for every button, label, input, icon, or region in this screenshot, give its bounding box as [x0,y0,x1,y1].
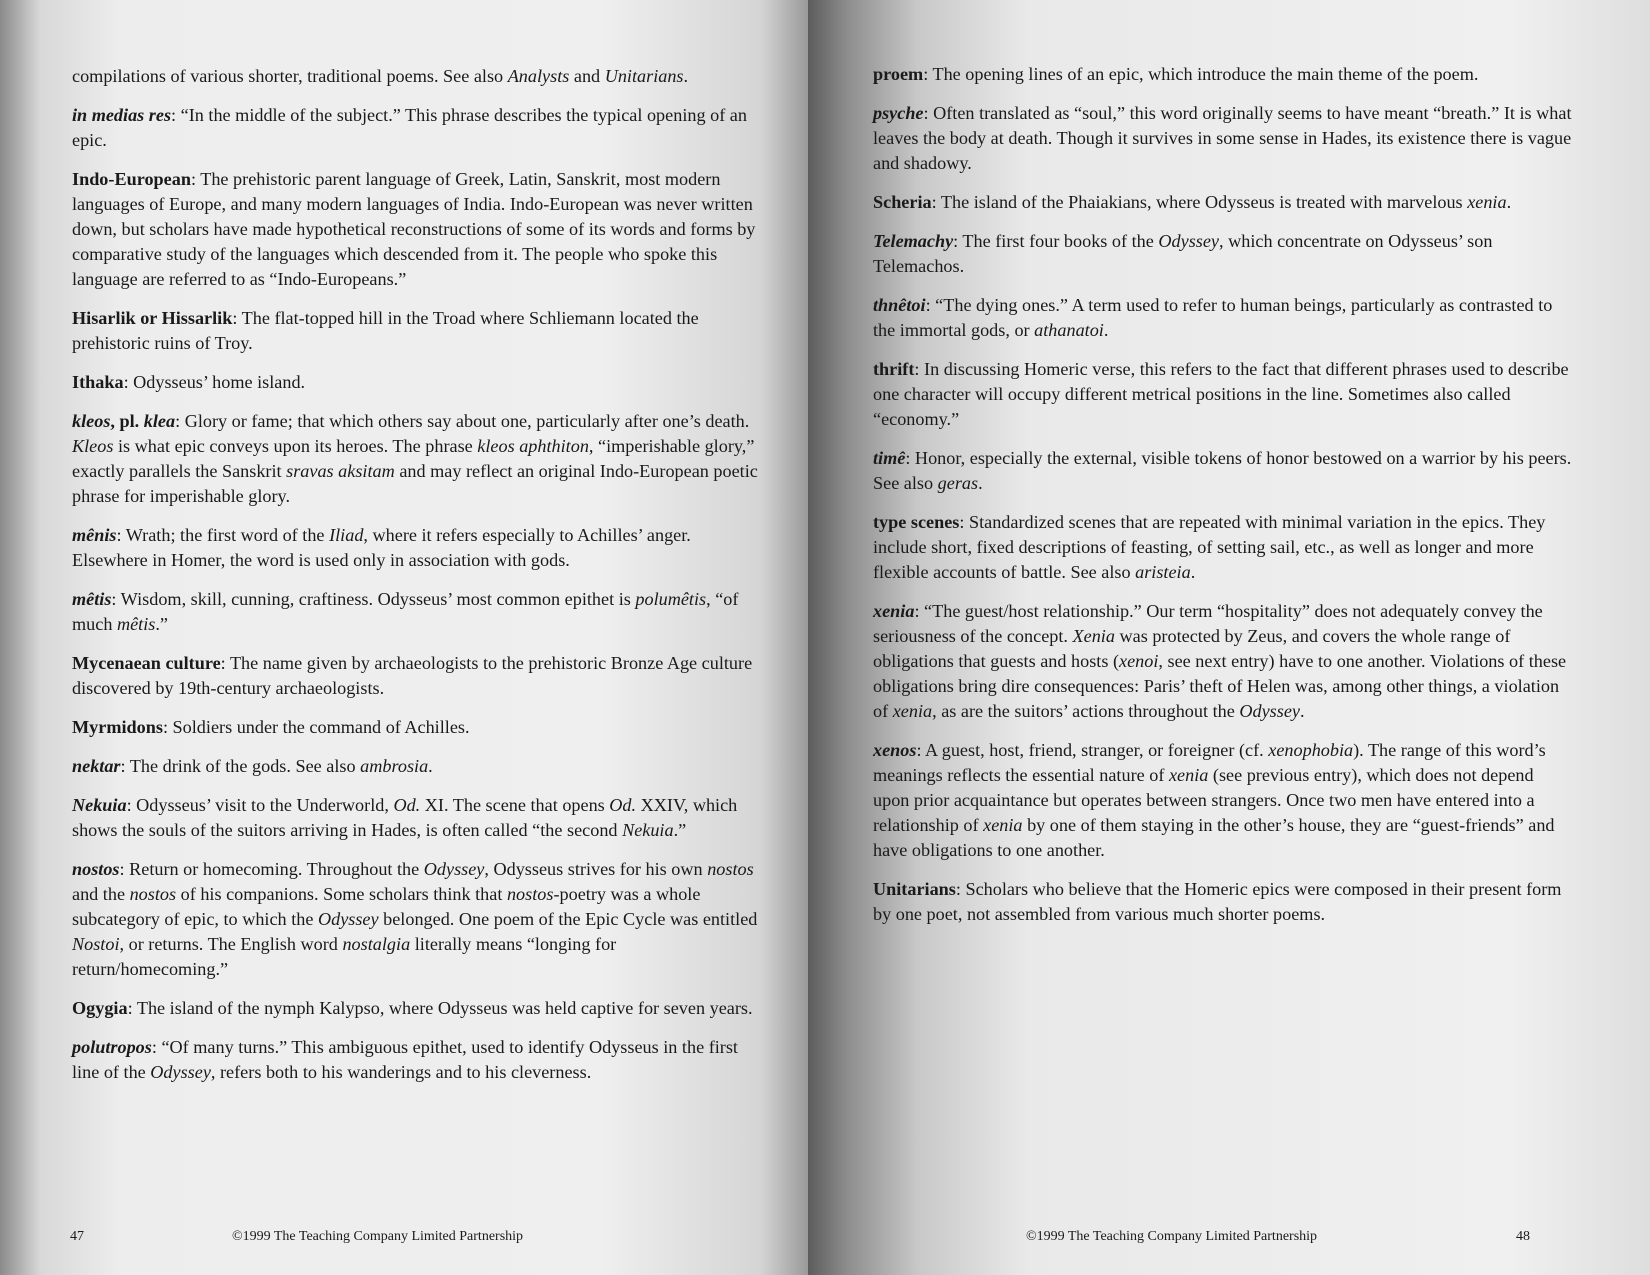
glossary-term: nostos [72,859,120,879]
glossary-entry [873,293,1573,343]
glossary-text: -poetry was a whole subcategory of epic, to which the [72,884,701,929]
glossary-text: Odyssey [1239,701,1300,721]
glossary-text: : The flat-topped hill in the Troad where Schliemann located the prehistoric ruins of Troy. [72,308,699,353]
glossary-term: timê [873,448,906,468]
glossary-text: , where it refers especially to Achilles’ anger. Elsewhere in Homer, the word is used only in association with gods. [72,525,691,570]
glossary-text: : “In the middle of the subject.” This phrase describes the typical opening of an epic. [72,105,747,150]
glossary-text: , “imperishable glory,” exactly parallels the Sanskrit [72,436,755,481]
glossary-text: Od. [393,795,421,815]
glossary-text: : Wrath; the first word of the [116,525,330,545]
glossary-text: : A guest, host, friend, stranger, or foreigner (cf. [916,740,1269,760]
glossary-text: .” [155,614,168,634]
glossary-text: , which concentrate on Odysseus’ son Telemachos. [873,231,1493,276]
glossary-text: (see previous entry), which does not depend upon prior acquaintance but operates between strangers. Once two men have entered into a relationship of [873,765,1535,835]
glossary-term: Indo-European [72,169,191,189]
glossary-text: compilations of various shorter, traditional poems. See also [72,66,508,86]
glossary-term: thnêtoi [873,295,926,315]
glossary-text: and [569,66,605,86]
glossary-text: XI. The scene that opens [420,795,610,815]
glossary-text: Odyssey [150,1062,211,1082]
glossary-text: .” [673,820,687,840]
glossary-text: : The island of the nymph Kalypso, where Odysseus was held captive for seven years. [127,998,753,1018]
page-number-right: 48 [1516,1229,1530,1244]
glossary-term: Nekuia [72,795,127,815]
glossary-text: : The first four books of the [953,231,1159,251]
glossary-text: : Odysseus’ home island. [123,372,306,392]
glossary-term: Scheria [873,192,932,212]
glossary-term: Ogygia [72,998,128,1018]
glossary-text: Od. [609,795,637,815]
left-glossary [72,64,762,1099]
glossary-term: psyche [873,103,924,123]
glossary-entry [72,793,762,843]
glossary-entry [72,587,762,637]
glossary-term: polutropos [72,1037,152,1057]
glossary-text: , as are the suitors’ actions throughout the [932,701,1240,721]
glossary-term: proem [873,64,924,84]
glossary-text: sravas aksitam [286,461,395,481]
glossary-text: nostos [129,884,177,904]
glossary-text: : In discussing Homeric verse, this refers to the fact that different phrases used to describe one character will occupy different metrical positions in the line. Sometimes also called “economy.” [873,359,1569,429]
glossary-entry [873,510,1573,585]
glossary-text: , “of much [72,589,739,634]
glossary-text: Kleos [72,436,114,456]
glossary-text: , see next entry) have to one another. Violations of these obligations bring dire consequences: Paris’ theft of Helen was, among other things, a violation of [873,651,1567,721]
glossary-term: klea [143,411,176,431]
glossary-term: thrift [873,359,915,379]
glossary-text: nostos [707,859,754,879]
glossary-term: Hisarlik or Hissarlik [72,308,233,328]
glossary-entry [72,1035,762,1085]
glossary-text: Odyssey [423,859,485,879]
copyright-right: ©1999 The Teaching Company Limited Partnership [1026,1229,1318,1244]
glossary-text: by one of them staying in the other’s house, they are “guest-friends” and have obligations to one another. [873,815,1555,860]
glossary-text: : Soldiers under the command of Achilles. [162,717,470,737]
glossary-term: xenia [873,601,915,621]
glossary-text: ambrosia [360,756,429,776]
glossary-text: xenia [892,701,933,721]
glossary-text: : The prehistoric parent language of Greek, Latin, Sanskrit, most modern languages of Europe, and many modern languages of India. Indo-European was never written down, but scholars have made hypothetical reconstructions of some of its words and forms by comparative study of the languages which descended from it. The people who spoke this language are referred to as “Indo-Europeans.” [72,169,756,289]
glossary-term: xenos [873,740,917,760]
glossary-text: mêtis [116,614,156,634]
glossary-text: geras [937,473,979,493]
glossary-entry [72,103,762,153]
glossary-text: , refers both to his wanderings and to his cleverness. [210,1062,592,1082]
glossary-entry [873,190,1573,215]
glossary-entry [72,409,762,509]
glossary-term: type scenes [873,512,960,532]
glossary-text: . [1506,192,1512,212]
glossary-text: xenoi [1119,651,1159,671]
glossary-term: mêtis [72,589,112,609]
glossary-text: Odyssey [1158,231,1219,251]
glossary-entry [72,167,762,292]
glossary-text: athanatoi [1034,320,1104,340]
glossary-term: mênis [72,525,117,545]
glossary-text: : The opening lines of an epic, which introduce the main theme of the poem. [923,64,1479,84]
glossary-text: : Standardized scenes that are repeated with minimal variation in the epics. They include short, fixed descriptions of feasting, of setting sail, etc., as well as longer and more flexible accounts of battle. See also [873,512,1546,582]
copyright-left: ©1999 The Teaching Company Limited Partnership [232,1229,524,1244]
glossary-term: nektar [72,756,121,776]
glossary-text: : “Of many turns.” This ambiguous epithet, used to identify Odysseus in the first line of the [72,1037,738,1082]
page-number-left: 47 [70,1229,84,1244]
glossary-text: : The island of the Phaiakians, where Odysseus is treated with marvelous [931,192,1468,212]
glossary-term: Ithaka [72,372,124,392]
glossary-text: xenophobia [1268,740,1354,760]
glossary-term: in medias res [72,105,172,125]
glossary-text: . [683,66,689,86]
glossary-text: : “The dying ones.” A term used to refer to human beings, particularly as contrasted to the immortal gods, or [873,295,1553,340]
glossary-text: of his companions. Some scholars think that [176,884,507,904]
glossary-text: : Honor, especially the external, visible tokens of honor bestowed on a warrior by his peers. See also [873,448,1572,493]
glossary-term: kleos [72,411,111,431]
glossary-text: xenia [983,815,1023,835]
glossary-entry [72,306,762,356]
glossary-text: : Scholars who believe that the Homeric epics were composed in their present form by one poet, not assembled from various much shorter poems. [873,879,1562,924]
glossary-entry [72,996,762,1021]
glossary-entry [873,877,1573,927]
glossary-term: Telemachy [873,231,954,251]
glossary-entry [72,754,762,779]
glossary-term: , pl. [110,411,144,431]
glossary-text: Analysts [507,66,570,86]
glossary-text: : “The guest/host relationship.” Our term “hospitality” does not adequately convey the seriousness of the concept. [873,601,1543,646]
glossary-entry [72,370,762,395]
glossary-text: nostos [506,884,554,904]
glossary-term: Mycenaean culture [72,653,221,673]
glossary-text: polumêtis [635,589,707,609]
glossary-text: ). The range of this word’s meanings reflects the essential nature of [873,740,1546,785]
glossary-text: was protected by Zeus, and covers the whole range of obligations that guests and hosts ( [873,626,1511,671]
glossary-entry [873,357,1573,432]
glossary-text: Nekuia [622,820,674,840]
glossary-text: Xenia [1072,626,1115,646]
glossary-text: , or returns. The English word [119,934,343,954]
glossary-text: kleos aphthiton [477,436,589,456]
glossary-text: xenia [1168,765,1209,785]
glossary-entry [873,599,1573,724]
glossary-text: aristeia [1135,562,1191,582]
right-glossary [873,62,1573,941]
glossary-text: nostalgia [342,934,411,954]
glossary-entry [72,857,762,982]
glossary-entry [72,523,762,573]
left-page [0,0,808,1275]
glossary-text: . [1190,562,1196,582]
glossary-entry [873,101,1573,176]
glossary-text: : Glory or fame; that which others say about one, particularly after one’s death. [175,411,750,431]
glossary-entry [72,64,762,89]
glossary-text: XXIV, which shows the souls of the suitors arriving in Hades, is often called “the second [72,795,738,840]
glossary-entry [873,738,1573,863]
glossary-text: . [978,473,983,493]
glossary-text: and may reflect an original Indo-European poetic phrase for imperishable glory. [72,461,758,506]
glossary-text: : The name given by archaeologists to the prehistoric Bronze Age culture discovered by 19th-century archaeologists. [72,653,753,698]
glossary-entry [873,62,1573,87]
glossary-text: and the [72,884,130,904]
glossary-entry [72,715,762,740]
glossary-text: : Wisdom, skill, cunning, craftiness. Odysseus’ most common epithet is [111,589,636,609]
glossary-text: , Odysseus strives for his own [484,859,708,879]
glossary-text: Nostoi [72,934,120,954]
glossary-term: Unitarians [873,879,956,899]
glossary-text: xenia [1467,192,1507,212]
glossary-text: literally means “longing for return/homecoming.” [72,934,617,979]
glossary-text: is what epic conveys upon its heroes. The phrase [113,436,478,456]
glossary-entry [873,446,1573,496]
glossary-text: : Odysseus’ visit to the Underworld, [126,795,394,815]
glossary-text: belonged. One poem of the Epic Cycle was entitled [378,909,758,929]
glossary-text: . [1103,320,1109,340]
glossary-text: . [428,756,433,776]
glossary-text: : Return or homecoming. Throughout the [119,859,424,879]
glossary-text: Iliad [329,525,364,545]
glossary-text: : The drink of the gods. See also [120,756,361,776]
right-page [808,0,1650,1275]
glossary-text: . [1299,701,1305,721]
glossary-text: Odyssey [317,909,379,929]
glossary-text: Unitarians [604,66,684,86]
glossary-text: : Often translated as “soul,” this word originally seems to have meant “breath.” It is what leaves the body at death. Though it survives in some sense in Hades, its existence there is vague and shadowy. [873,103,1572,173]
glossary-term: Myrmidons [72,717,163,737]
glossary-entry [72,651,762,701]
glossary-entry [873,229,1573,279]
